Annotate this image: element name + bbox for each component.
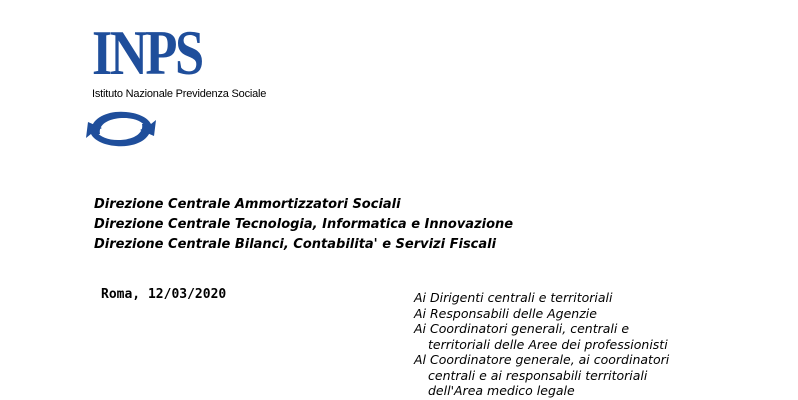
- directorate-line: Direzione Centrale Tecnologia, Informatica e Innovazione: [94, 217, 514, 232]
- circular-arrows-icon: [84, 106, 158, 152]
- recipient-line: Ai Dirigenti centrali e territoriali: [414, 290, 613, 305]
- recipient-line: dell'Area medico legale: [428, 383, 575, 398]
- logo-wordmark: INPS: [92, 17, 202, 88]
- place-date: Roma, 12/03/2020: [101, 287, 227, 302]
- recipients-list: [414, 290, 669, 399]
- directorate-line: Direzione Centrale Bilanci, Contabilita' e Servizi Fiscali: [94, 237, 497, 252]
- recipient-line: centrali e ai responsabili territoriali: [428, 367, 648, 383]
- issuing-directorates: [94, 195, 513, 255]
- recipient-line: Al Coordinatore generale, ai coordinatori: [414, 352, 670, 367]
- recipient-line: Ai Responsabili delle Agenzie: [414, 305, 597, 321]
- recipient-line: Ai Coordinatori generali, centrali e: [414, 321, 630, 336]
- directorate-line: Direzione Centrale Ammortizzatori Sociali: [94, 197, 401, 212]
- recipient-line: territoriali delle Aree dei professionisti: [428, 336, 668, 352]
- logo-subtitle: Istituto Nazionale Previdenza Sociale: [92, 88, 267, 100]
